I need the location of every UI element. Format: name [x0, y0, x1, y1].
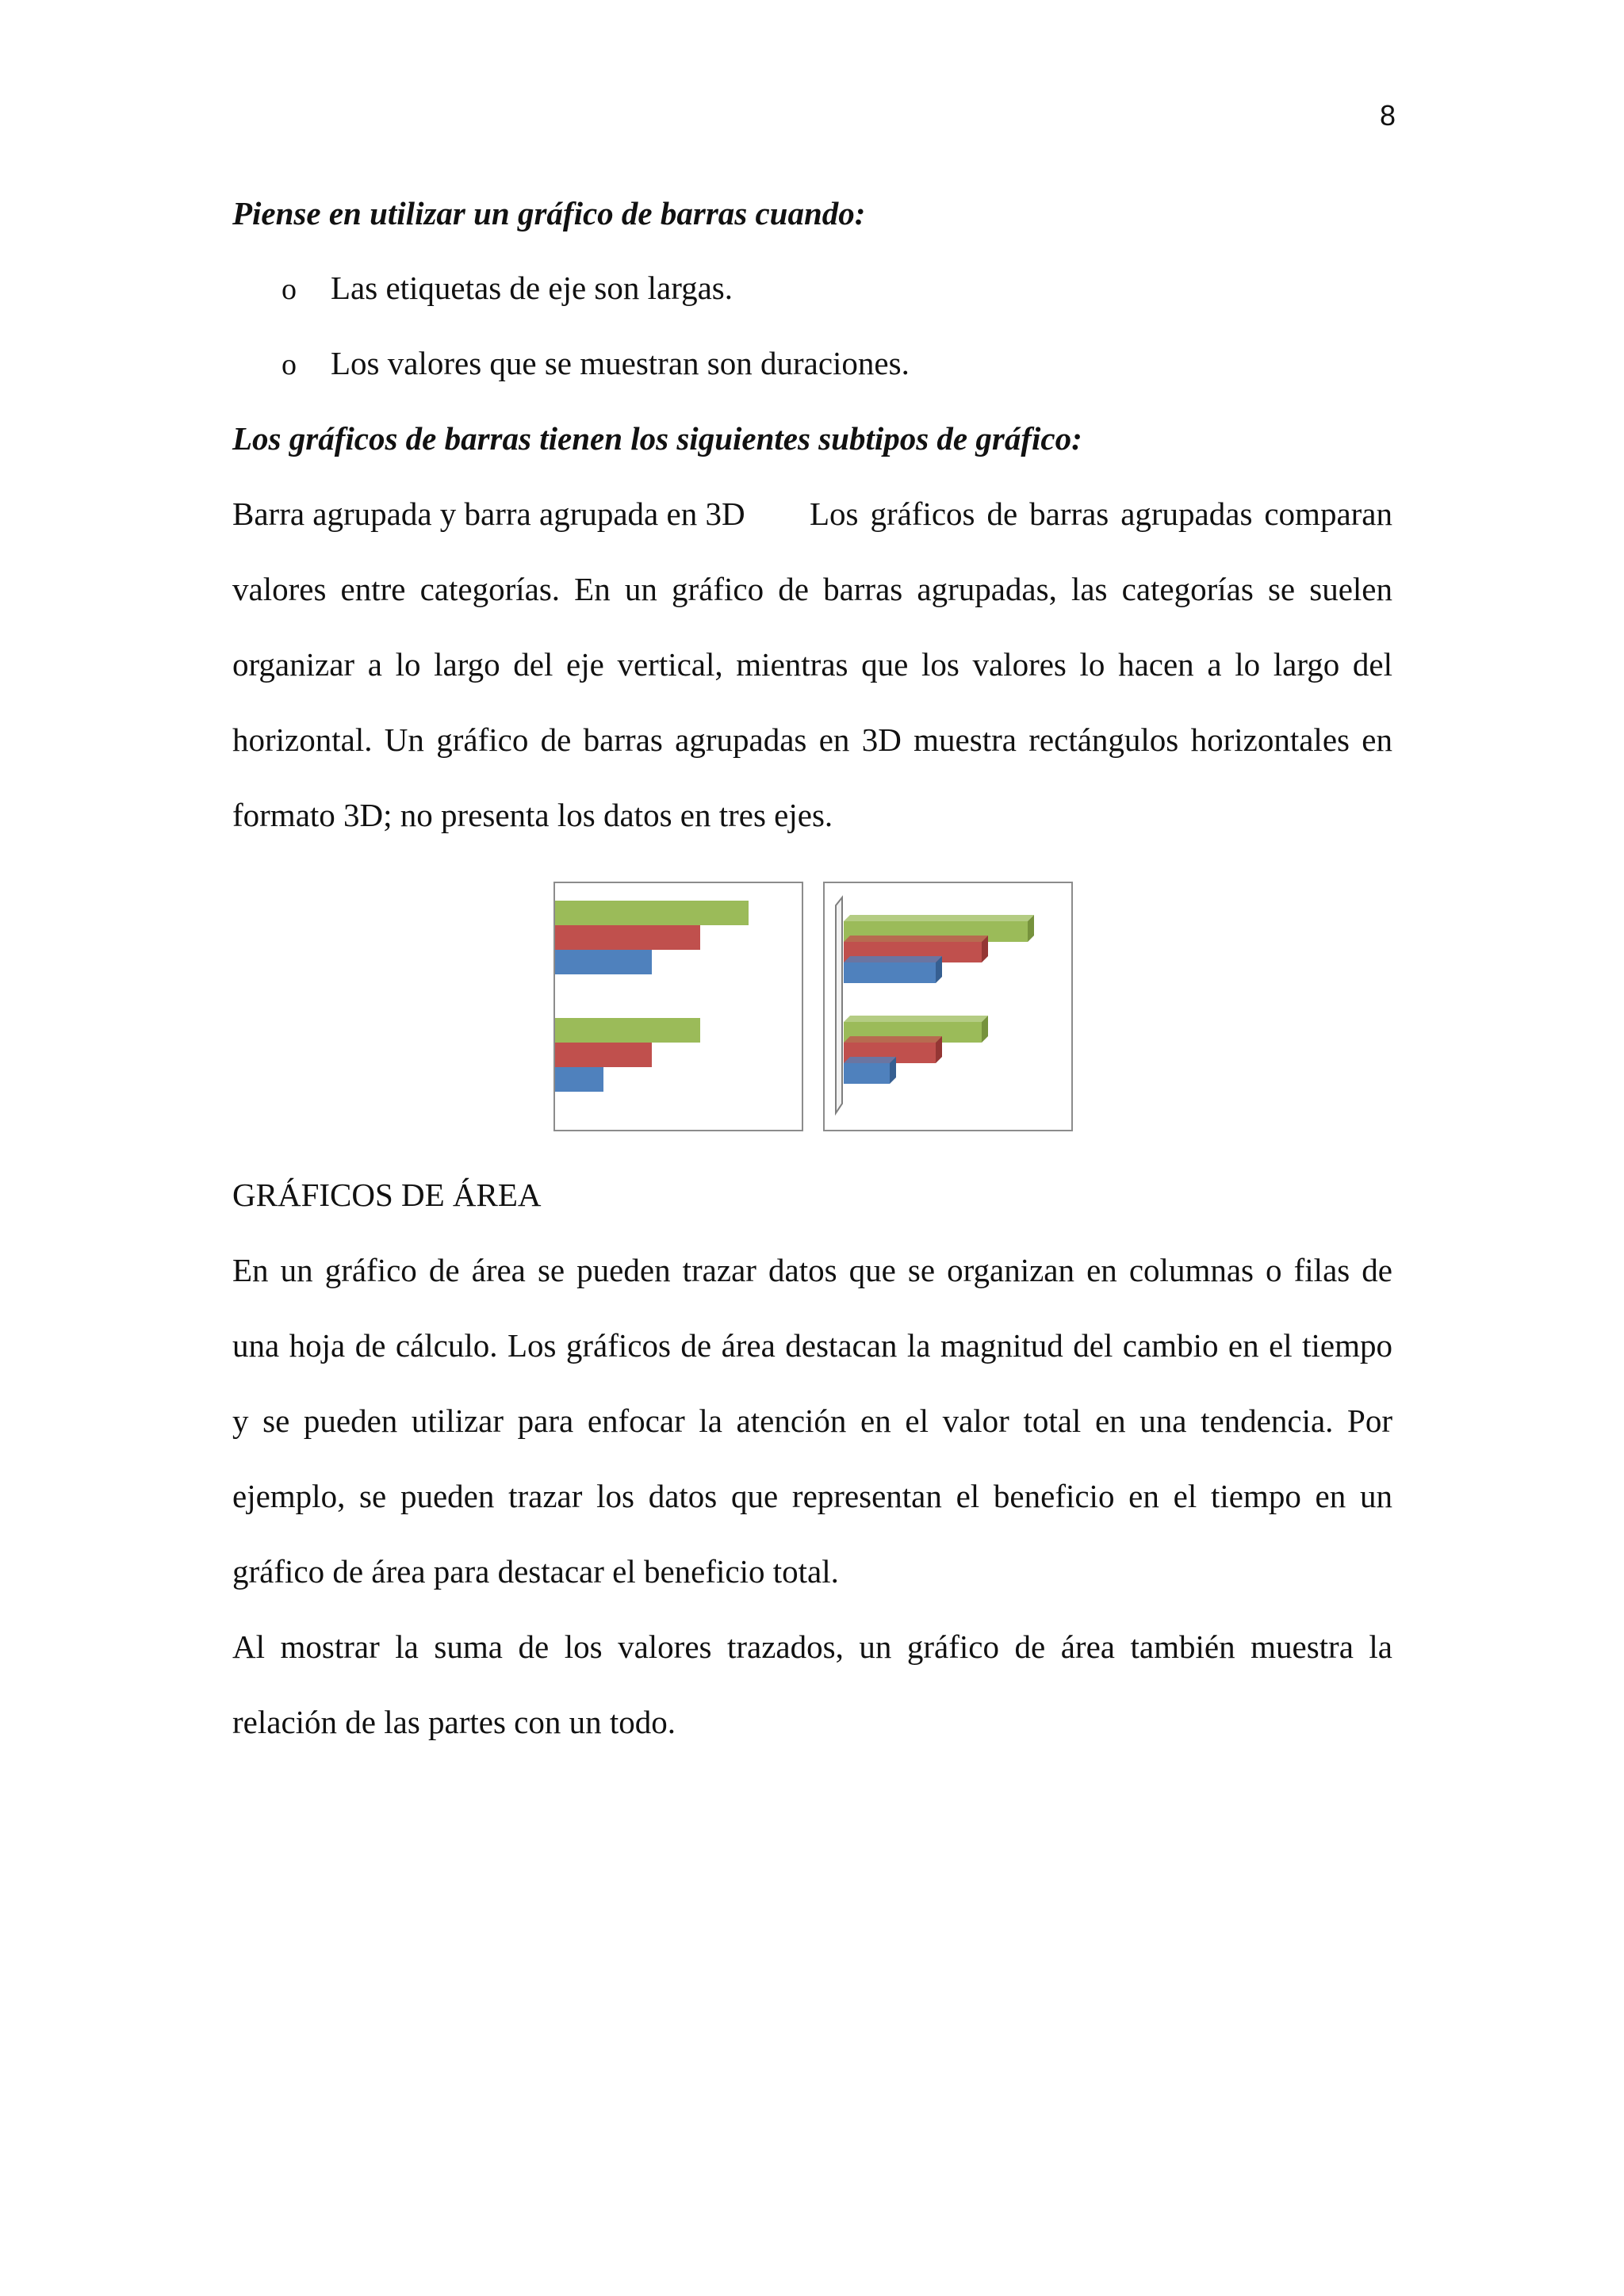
- axis-wall: [836, 897, 842, 1113]
- bar-3d-blue: [844, 956, 942, 983]
- paragraph-line: En un gráfico de área se pueden trazar datos que se organizan en columnas o filas de: [232, 1252, 1392, 1288]
- paragraph-line: y se pueden utilizar para enfocar la atención en el valor total en una tendencia. Por: [232, 1402, 1392, 1439]
- subtypes-heading: Los gráficos de barras tienen los siguientes subtipos de gráfico:: [232, 420, 1082, 457]
- paragraph-line: una hoja de cálculo. Los gráficos de área destacan la magnitud del cambio en el tiempo: [232, 1327, 1392, 1364]
- bullet-text: Los valores que se muestran son duraciones.: [331, 345, 910, 381]
- paragraph-line: horizontal. Un gráfico de barras agrupadas en 3D muestra rectángulos horizontales en: [232, 721, 1392, 758]
- paragraph-line: valores entre categorías. En un gráfico de barras agrupadas, las categorías se suelen: [232, 571, 1392, 607]
- clustered-bar-3d-chart-icon: [823, 882, 1073, 1131]
- paragraph-line: organizar a lo largo del eje vertical, mientras que los valores lo hacen a lo largo del: [232, 646, 1392, 683]
- paragraph-line: relación de las partes con un todo.: [232, 1704, 676, 1740]
- bullet-marker: o: [282, 273, 297, 306]
- paragraph-line: ejemplo, se pueden trazar los datos que representan el beneficio en el tiempo en un: [232, 1478, 1392, 1514]
- paragraph-text: Los gráficos de barras agrupadas comparan: [810, 496, 1392, 532]
- intro-heading: Piense en utilizar un gráfico de barras cuando:: [232, 195, 866, 232]
- bar-blue: [555, 1067, 603, 1092]
- bar-3d-blue: [844, 1057, 896, 1084]
- area-heading: GRÁFICOS DE ÁREA: [232, 1177, 542, 1213]
- paragraph-line: gráfico de área para destacar el beneficio total.: [232, 1553, 839, 1590]
- bar-green: [555, 901, 749, 925]
- paragraph-line: Al mostrar la suma de los valores trazados, un gráfico de área también muestra la: [232, 1628, 1392, 1665]
- paragraph-line: formato 3D; no presenta los datos en tres ejes.: [232, 797, 833, 833]
- bar-red: [555, 1043, 652, 1067]
- clustered-bar-chart-icon: [553, 882, 803, 1131]
- bar-green: [555, 1018, 700, 1043]
- bar-blue: [555, 950, 652, 974]
- bullet-text: Las etiquetas de eje son largas.: [331, 270, 733, 306]
- page-number: 8: [1379, 99, 1396, 132]
- subtype-lead: Barra agrupada y barra agrupada en 3D: [232, 496, 745, 532]
- bar-red: [555, 925, 700, 950]
- paragraph-line: [232, 494, 1392, 534]
- bullet-marker: o: [282, 348, 297, 381]
- clustered-bar-3d-chart: [825, 883, 1071, 1130]
- clustered-bar-chart: [555, 883, 802, 1130]
